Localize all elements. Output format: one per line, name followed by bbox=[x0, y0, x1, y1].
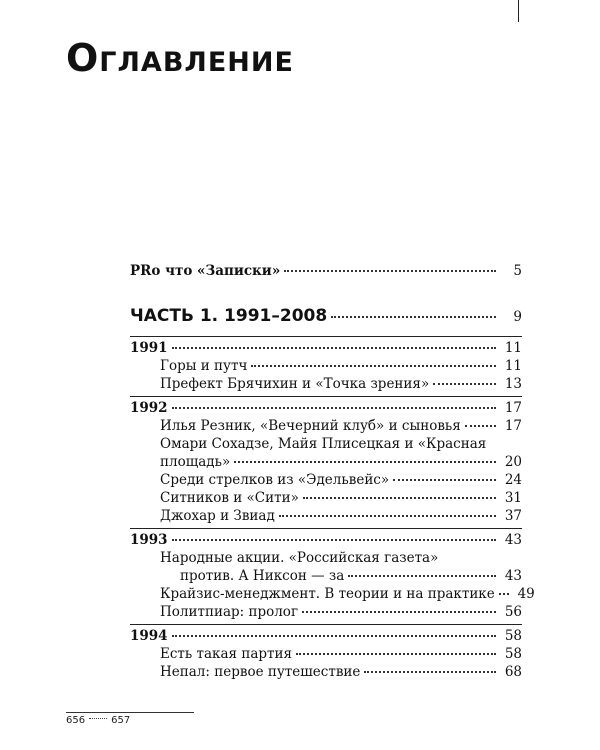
toc-entry-page: 58 bbox=[504, 646, 522, 662]
toc-entry[interactable] bbox=[130, 507, 522, 525]
dot-leader bbox=[89, 718, 107, 719]
toc-entry-label: Среди стрелков из «Эдельвейс» bbox=[160, 472, 390, 488]
dot-leader bbox=[172, 539, 496, 541]
top-rule bbox=[518, 0, 519, 22]
section-divider bbox=[130, 336, 522, 337]
toc-entry-label: против. А Никсон — за bbox=[180, 568, 345, 584]
toc-entry-label: PRо что «Записки» bbox=[130, 263, 281, 279]
page-number-left: 656 bbox=[66, 715, 86, 726]
toc-entry-label: Горы и путч bbox=[160, 358, 248, 374]
toc-entry[interactable] bbox=[130, 663, 522, 681]
dot-leader bbox=[251, 365, 496, 367]
toc-entry-label: Крайзис-менеджмент. В теории и на практике bbox=[160, 586, 495, 602]
section-divider bbox=[130, 528, 522, 529]
toc-entry-page: 68 bbox=[504, 664, 522, 680]
toc-year-label: 1994 bbox=[130, 628, 168, 644]
toc-entry-page: 43 bbox=[504, 532, 522, 548]
dot-leader bbox=[296, 653, 496, 655]
toc-entry-label: Илья Резник, «Вечерний клуб» и сыновья bbox=[160, 418, 461, 434]
footer-rule bbox=[66, 712, 194, 713]
toc-entry-label: Есть такая партия bbox=[160, 646, 293, 662]
toc-year-1991[interactable] bbox=[130, 339, 522, 357]
dot-leader bbox=[284, 270, 496, 272]
dot-leader bbox=[172, 635, 496, 637]
dot-leader bbox=[465, 425, 496, 427]
dot-leader bbox=[303, 497, 496, 499]
toc-entry[interactable] bbox=[130, 357, 522, 375]
toc-entry[interactable] bbox=[130, 489, 522, 507]
dot-leader bbox=[331, 316, 496, 318]
toc-entry[interactable] bbox=[130, 453, 522, 471]
toc-entry-page: 11 bbox=[504, 340, 522, 356]
toc-entry-label: Ситников и «Сити» bbox=[160, 490, 299, 506]
dot-leader bbox=[433, 383, 496, 385]
toc-entry-page: 37 bbox=[504, 508, 522, 524]
dot-leader bbox=[234, 461, 496, 463]
dot-leader bbox=[364, 671, 496, 673]
toc-entry-page: 31 bbox=[504, 490, 522, 506]
toc-entry[interactable] bbox=[130, 567, 522, 585]
section-divider bbox=[130, 624, 522, 625]
toc-entry-page: 5 bbox=[513, 263, 522, 279]
toc-entry[interactable] bbox=[130, 471, 522, 489]
toc-year-label: 1993 bbox=[130, 532, 168, 548]
table-of-contents bbox=[130, 262, 535, 681]
toc-entry-page: 11 bbox=[504, 358, 522, 374]
page-numbers bbox=[66, 715, 130, 726]
toc-entry-page: 56 bbox=[504, 604, 522, 620]
dot-leader bbox=[279, 515, 496, 517]
toc-entry-page: 49 bbox=[517, 586, 535, 602]
toc-entry-page: 9 bbox=[513, 309, 522, 325]
toc-year-1993[interactable] bbox=[130, 531, 522, 549]
dot-leader bbox=[348, 575, 496, 577]
toc-year-label: 1992 bbox=[130, 400, 168, 416]
toc-year-1994[interactable] bbox=[130, 627, 522, 645]
toc-entry[interactable] bbox=[130, 375, 522, 393]
toc-entry-page: 43 bbox=[504, 568, 522, 584]
toc-entry-label: Непал: первое путешествие bbox=[160, 664, 361, 680]
toc-entry-label: площадь» bbox=[160, 454, 231, 470]
toc-part-label: ЧАСТЬ 1. 1991–2008 bbox=[130, 306, 328, 326]
toc-entry-label: Джохар и Звиад bbox=[160, 508, 275, 524]
toc-entry-line: Омари Сохадзе, Майя Плисецкая и «Красная bbox=[160, 436, 487, 452]
toc-entry-line: Народные акции. «Российская газета» bbox=[160, 550, 439, 566]
toc-entry-page: 13 bbox=[504, 376, 522, 392]
toc-entry-part-1[interactable] bbox=[130, 304, 522, 329]
page-title: Оглавление bbox=[66, 36, 294, 80]
dot-leader bbox=[393, 479, 496, 481]
dot-leader bbox=[499, 593, 509, 595]
toc-year-label: 1991 bbox=[130, 340, 168, 356]
toc-entry-label: Политпиар: пролог bbox=[160, 604, 299, 620]
dot-leader bbox=[172, 347, 496, 349]
toc-entry-page: 20 bbox=[504, 454, 522, 470]
toc-entry-page: 17 bbox=[504, 418, 522, 434]
toc-entry-page: 17 bbox=[504, 400, 522, 416]
toc-entry-page: 58 bbox=[504, 628, 522, 644]
toc-entry-page: 24 bbox=[504, 472, 522, 488]
section-divider bbox=[130, 396, 522, 397]
dot-leader bbox=[302, 611, 496, 613]
toc-year-1992[interactable] bbox=[130, 399, 522, 417]
toc-entry-label: Префект Брячихин и «Точка зрения» bbox=[160, 376, 430, 392]
dot-leader bbox=[172, 407, 496, 409]
toc-entry[interactable] bbox=[130, 417, 522, 435]
toc-entry[interactable] bbox=[130, 585, 535, 603]
toc-entry-intro[interactable] bbox=[130, 262, 522, 280]
page-number-right: 657 bbox=[111, 715, 131, 726]
toc-entry[interactable] bbox=[130, 645, 522, 663]
toc-entry[interactable] bbox=[130, 603, 522, 621]
